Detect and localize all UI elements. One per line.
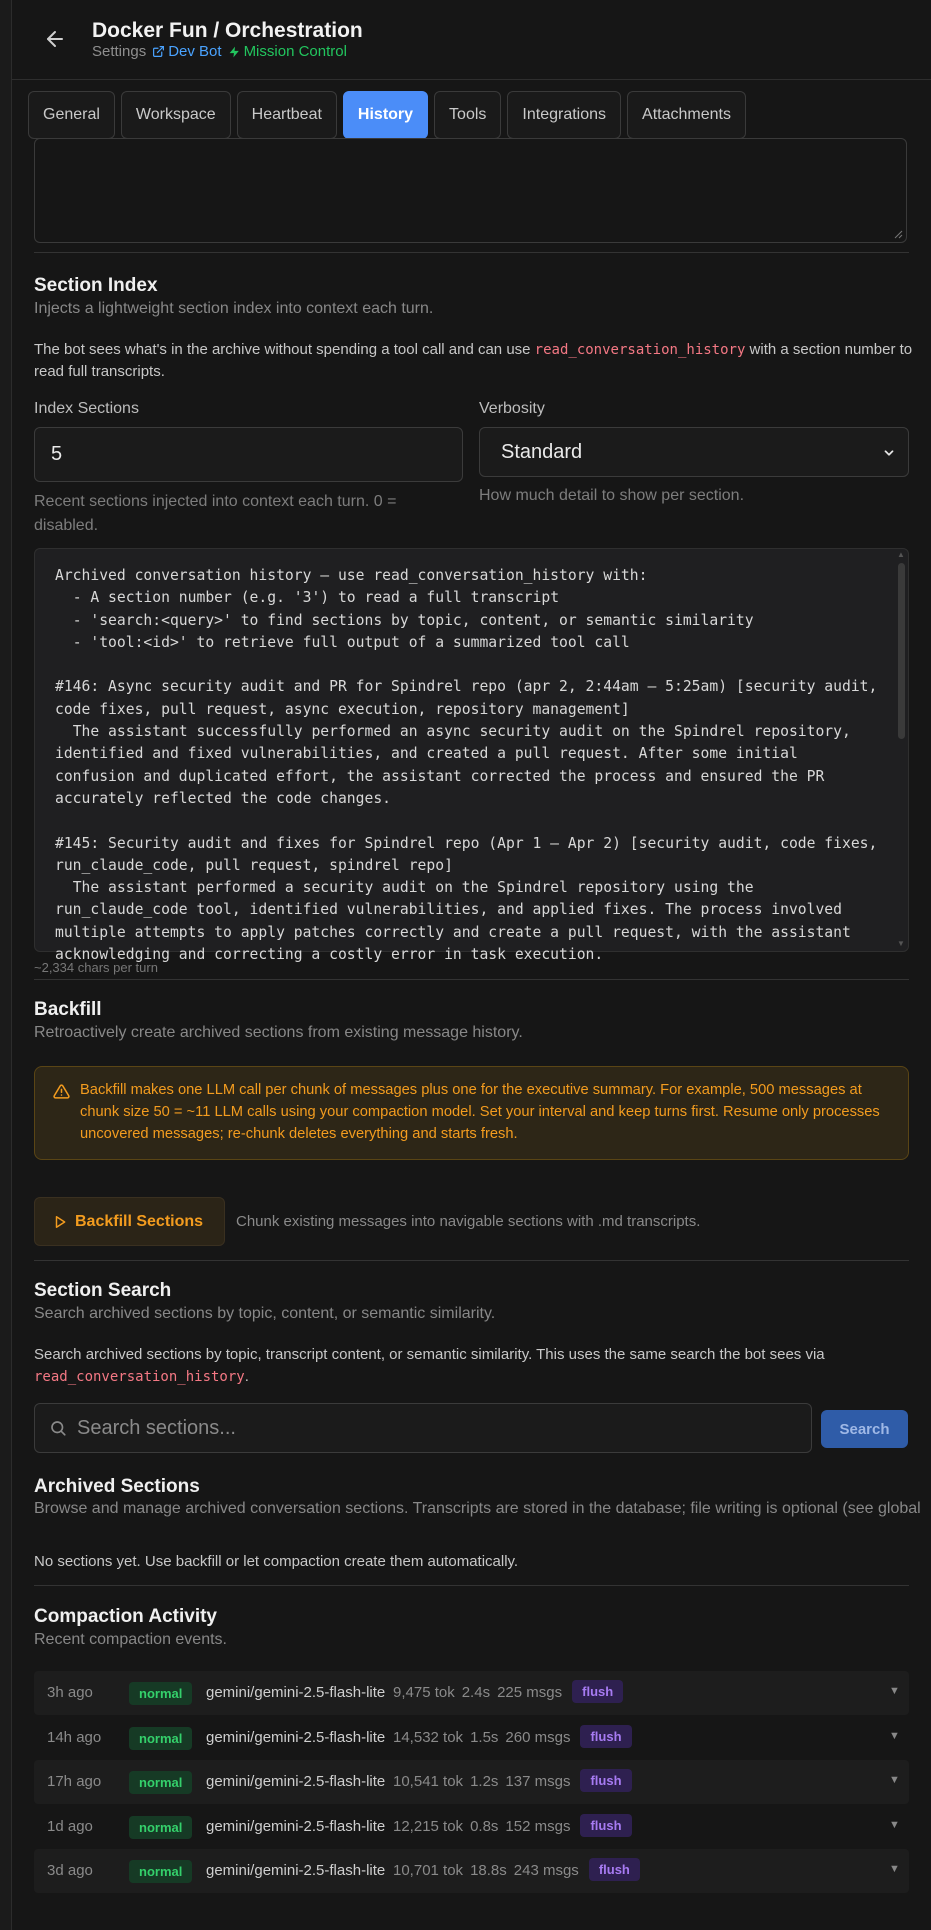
row-model: gemini/gemini-2.5-flash-lite xyxy=(206,1773,386,1790)
resize-grip-icon[interactable] xyxy=(894,230,903,239)
page-title: Docker Fun / Orchestration xyxy=(92,19,363,42)
play-icon xyxy=(53,1214,67,1230)
row-model: gemini/gemini-2.5-flash-lite xyxy=(206,1729,386,1746)
settings-page xyxy=(12,0,931,1930)
tab-tools[interactable]: Tools xyxy=(434,91,501,139)
page-header xyxy=(12,0,931,80)
section-index-title: Section Index xyxy=(34,275,158,296)
row-model: gemini/gemini-2.5-flash-lite xyxy=(206,1862,386,1879)
row-time: 17h ago xyxy=(47,1773,102,1790)
mission-control-link[interactable] xyxy=(228,43,347,60)
tab-general[interactable]: General xyxy=(28,91,115,139)
verbosity-value: Standard xyxy=(501,440,583,463)
row-msgs: 243 msgs xyxy=(513,1862,579,1879)
divider xyxy=(34,1585,909,1586)
index-sections-input[interactable] xyxy=(34,427,463,482)
divider xyxy=(34,1260,909,1261)
search-explainer-code: read_conversation_history xyxy=(34,1369,245,1385)
expand-caret-icon[interactable]: ▼ xyxy=(889,1819,900,1831)
status-badge: normal xyxy=(129,1816,192,1839)
row-msgs: 137 msgs xyxy=(505,1773,571,1790)
row-stats xyxy=(393,1729,632,1748)
row-duration: 18.8s xyxy=(470,1862,507,1879)
history-settings-content xyxy=(12,148,931,1930)
scroll-down-arrow[interactable]: ▼ xyxy=(897,939,905,948)
chars-per-turn: ~2,334 chars per turn xyxy=(34,960,158,975)
backfill-warning xyxy=(34,1066,909,1160)
compaction-row[interactable] xyxy=(34,1805,909,1849)
verbosity-help: How much detail to show per section. xyxy=(479,487,745,504)
row-msgs: 225 msgs xyxy=(497,1684,563,1701)
preview-text: Archived conversation history — use read_conversation_history with: - A section number (e.g. '3') to read a full transcript - 'search:<query>' to find sections by topic, content, or semantic similarity - 'tool:<id>' to retrieve full output of a summarized tool call #146: Async security audit and PR for Spindrel repo (apr 2, 2:44am — 5:25am) [security audit, code fixes, pull request, async execution, repository management] The assistant successfully performed an async security audit on the Spindrel repository, identified and fixed vulnerabilities, and created a pull request. After some initial confusion and duplicated effort, the assistant corrected the process and ensured the PR accurately reflected the code changes. #145: Security audit and fixes for Spindrel repo (Apr 1 — Apr 2) [security audit, code fixes, run_claude_code, pull request, spindrel repo] The assistant performed a security audit on the Spindrel repository using the run_claude_code tool, identified vulnerabilities, and applied fixes. The process involved multiple attempts to apply patches correctly and create a pull request, with the assistant acknowledging and correcting a costly error in task execution. xyxy=(55,567,878,964)
row-msgs: 152 msgs xyxy=(505,1818,571,1835)
index-sections-value: 5 xyxy=(51,443,63,465)
settings-tabs xyxy=(28,91,746,139)
row-tokens: 10,701 tok xyxy=(393,1862,464,1879)
bot-link-label: Dev Bot xyxy=(168,43,222,60)
row-duration: 1.5s xyxy=(470,1729,499,1746)
compaction-row[interactable] xyxy=(34,1849,909,1893)
archived-sections-title: Archived Sections xyxy=(34,1476,200,1497)
row-stats xyxy=(393,1773,632,1792)
left-rail xyxy=(0,0,12,1930)
compaction-title: Compaction Activity xyxy=(34,1606,217,1627)
tab-attachments[interactable]: Attachments xyxy=(627,91,746,139)
flush-badge: flush xyxy=(572,1680,623,1703)
external-link-icon xyxy=(152,45,165,58)
verbosity-select[interactable] xyxy=(479,427,909,477)
backfill-title: Backfill xyxy=(34,999,102,1020)
compaction-row[interactable] xyxy=(34,1716,909,1760)
back-button[interactable] xyxy=(40,24,70,54)
backfill-sections-button[interactable] xyxy=(34,1197,225,1246)
settings-label: Settings xyxy=(92,43,147,60)
row-time: 14h ago xyxy=(47,1729,102,1746)
verbosity-label: Verbosity xyxy=(479,400,545,417)
row-duration: 0.8s xyxy=(470,1818,499,1835)
search-icon xyxy=(49,1419,67,1437)
compaction-row[interactable] xyxy=(34,1671,909,1715)
row-duration: 2.4s xyxy=(461,1684,491,1701)
tab-workspace[interactable]: Workspace xyxy=(121,91,231,139)
expand-caret-icon[interactable]: ▼ xyxy=(889,1863,900,1875)
compaction-desc: Recent compaction events. xyxy=(34,1631,227,1648)
divider xyxy=(34,252,909,253)
row-time: 1d ago xyxy=(47,1818,93,1835)
expand-caret-icon[interactable]: ▼ xyxy=(889,1685,900,1697)
section-search-explainer xyxy=(34,1344,914,1388)
mission-control-label: Mission Control xyxy=(243,43,347,60)
scroll-up-arrow[interactable]: ▲ xyxy=(897,550,905,559)
row-model: gemini/gemini-2.5-flash-lite xyxy=(206,1684,386,1701)
row-time: 3h ago xyxy=(47,1684,93,1701)
compaction-row[interactable] xyxy=(34,1760,909,1804)
section-search-title: Section Search xyxy=(34,1280,172,1301)
explainer-text: The bot sees what's in the archive without spending a tool call and can use xyxy=(34,341,535,358)
tab-history[interactable]: History xyxy=(343,91,428,139)
search-button[interactable]: Search xyxy=(821,1410,908,1448)
chevron-down-icon xyxy=(882,446,896,460)
row-tokens: 12,215 tok xyxy=(393,1818,464,1835)
status-badge: normal xyxy=(129,1727,192,1750)
row-tokens: 10,541 tok xyxy=(393,1773,464,1790)
backfill-button-label: Backfill Sections xyxy=(75,1212,204,1230)
prompt-textarea[interactable] xyxy=(34,138,907,243)
flush-badge: flush xyxy=(589,1858,640,1881)
status-badge: normal xyxy=(129,1682,192,1705)
backfill-hint: Chunk existing messages into navigable sections with .md transcripts. xyxy=(236,1213,701,1230)
bot-link[interactable] xyxy=(152,43,221,60)
backfill-warning-text: Backfill makes one LLM call per chunk of messages plus one for the executive summary. For example, 500 messages at chunk size 50 = ~11 LLM calls using your compaction model. Set your interval and keep turns first. Resume only processes uncovered messages; re-chunk deletes everything and starts fresh. xyxy=(80,1082,880,1142)
tab-heartbeat[interactable]: Heartbeat xyxy=(237,91,337,139)
row-time: 3d ago xyxy=(47,1862,93,1879)
tab-integrations[interactable]: Integrations xyxy=(507,91,621,139)
search-explainer-end: . xyxy=(244,1368,249,1385)
section-index-desc: Injects a lightweight section index into context each turn. xyxy=(34,300,434,317)
index-sections-label: Index Sections xyxy=(34,400,139,417)
row-stats xyxy=(393,1818,632,1837)
backfill-desc: Retroactively create archived sections from existing message history. xyxy=(34,1024,523,1041)
flush-badge: flush xyxy=(580,1725,631,1748)
expand-caret-icon[interactable]: ▼ xyxy=(889,1730,900,1742)
arrow-left-icon xyxy=(43,27,67,51)
row-stats xyxy=(393,1684,623,1703)
row-msgs: 260 msgs xyxy=(505,1729,571,1746)
row-tokens: 9,475 tok xyxy=(393,1684,455,1701)
status-badge: normal xyxy=(129,1771,192,1794)
section-search-input[interactable] xyxy=(34,1403,812,1453)
search-placeholder: Search sections... xyxy=(77,1416,236,1439)
status-badge: normal xyxy=(129,1860,192,1883)
breadcrumb xyxy=(92,43,347,60)
row-duration: 1.2s xyxy=(470,1773,499,1790)
section-index-preview[interactable] xyxy=(34,548,909,964)
preview-scrollbar-thumb[interactable] xyxy=(898,563,905,739)
section-search-desc: Search archived sections by topic, content, or semantic similarity. xyxy=(34,1305,496,1322)
warning-icon xyxy=(53,1083,70,1100)
archived-sections-desc: Browse and manage archived conversation sections. Transcripts are stored in the database; file writing is optional (see global xyxy=(34,1500,921,1517)
index-sections-help: Recent sections injected into context each turn. 0 = disabled. xyxy=(34,493,397,534)
archived-sections-empty: No sections yet. Use backfill or let compaction create them automatically. xyxy=(34,1553,519,1570)
explainer-text-end: with a section number to read full transcripts. xyxy=(34,341,913,380)
expand-caret-icon[interactable]: ▼ xyxy=(889,1774,900,1786)
search-explainer-text: Search archived sections by topic, transcript content, or semantic similarity. This uses the same search the bot sees via xyxy=(34,1346,825,1363)
flush-badge: flush xyxy=(580,1814,631,1837)
flush-badge: flush xyxy=(580,1769,631,1792)
row-stats xyxy=(393,1862,640,1881)
section-index-explainer xyxy=(34,339,914,383)
explainer-code: read_conversation_history xyxy=(534,342,746,358)
divider xyxy=(34,979,909,980)
lightning-icon xyxy=(228,45,241,59)
row-tokens: 14,532 tok xyxy=(393,1729,464,1746)
row-model: gemini/gemini-2.5-flash-lite xyxy=(206,1818,386,1835)
